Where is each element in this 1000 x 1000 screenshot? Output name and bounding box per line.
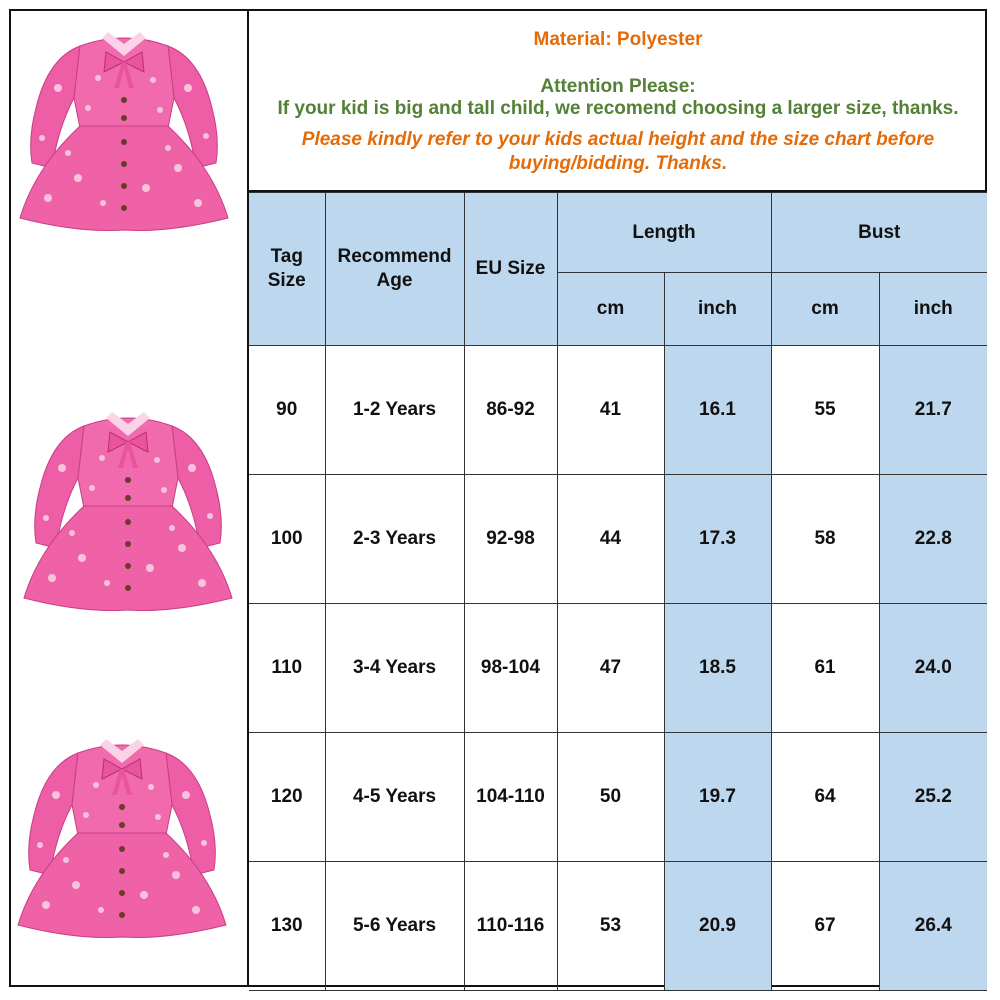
material-text: Material: Polyester bbox=[533, 29, 703, 50]
length-inch-cell: 17.3 bbox=[664, 475, 771, 604]
length-cm-cell: 47 bbox=[557, 604, 664, 733]
attention-heading: Attention Please: bbox=[540, 76, 696, 97]
bust-inch-cell: 21.7 bbox=[879, 346, 987, 475]
dress-image-3 bbox=[16, 725, 228, 940]
length-cm-cell: 44 bbox=[557, 475, 664, 604]
table-row bbox=[249, 475, 987, 604]
length-cm-cell: 53 bbox=[557, 862, 664, 991]
table-row bbox=[249, 733, 987, 862]
tag-size-cell: 100 bbox=[249, 475, 325, 604]
length-cm-header: cm bbox=[557, 273, 664, 346]
age-cell: 3-4 Years bbox=[325, 604, 464, 733]
eu-size-cell: 98-104 bbox=[464, 604, 557, 733]
tag-size-cell: 120 bbox=[249, 733, 325, 862]
eu-size-cell: 86-92 bbox=[464, 346, 557, 475]
age-cell: 4-5 Years bbox=[325, 733, 464, 862]
length-inch-cell: 20.9 bbox=[664, 862, 771, 991]
length-inch-header: inch bbox=[664, 273, 771, 346]
bust-cm-cell: 61 bbox=[771, 604, 879, 733]
length-header: Length bbox=[557, 193, 771, 273]
bust-cm-cell: 55 bbox=[771, 346, 879, 475]
tag-size-cell: 130 bbox=[249, 862, 325, 991]
length-cm-cell: 41 bbox=[557, 346, 664, 475]
bust-cm-cell: 64 bbox=[771, 733, 879, 862]
bust-inch-cell: 26.4 bbox=[879, 862, 987, 991]
size-advice-text: If your kid is big and tall child, we recomend choosing a larger size, thanks. bbox=[277, 98, 959, 119]
length-inch-cell: 18.5 bbox=[664, 604, 771, 733]
table-header-row bbox=[249, 193, 987, 273]
age-cell: 2-3 Years bbox=[325, 475, 464, 604]
bust-cm-header: cm bbox=[771, 273, 879, 346]
bust-inch-cell: 24.0 bbox=[879, 604, 987, 733]
recommend-age-header: Recommend Age bbox=[325, 193, 464, 346]
eu-size-cell: 92-98 bbox=[464, 475, 557, 604]
length-inch-cell: 19.7 bbox=[664, 733, 771, 862]
bust-header: Bust bbox=[771, 193, 987, 273]
table-row bbox=[249, 346, 987, 475]
refer-chart-note: Please kindly refer to your kids actual height and the size chart before buying/bidding. Thanks. bbox=[301, 129, 935, 174]
age-cell: 1-2 Years bbox=[325, 346, 464, 475]
tag-size-header: Tag Size bbox=[249, 193, 325, 346]
table-row bbox=[249, 604, 987, 733]
table-row bbox=[249, 862, 987, 991]
dress-image-2 bbox=[22, 398, 234, 613]
eu-size-header: EU Size bbox=[464, 193, 557, 346]
dress-image-1 bbox=[18, 18, 230, 233]
notice-header bbox=[249, 9, 987, 192]
tag-size-cell: 90 bbox=[249, 346, 325, 475]
tag-size-cell: 110 bbox=[249, 604, 325, 733]
age-cell: 5-6 Years bbox=[325, 862, 464, 991]
eu-size-cell: 110-116 bbox=[464, 862, 557, 991]
size-table bbox=[249, 192, 987, 991]
bust-inch-cell: 22.8 bbox=[879, 475, 987, 604]
length-inch-cell: 16.1 bbox=[664, 346, 771, 475]
bust-inch-cell: 25.2 bbox=[879, 733, 987, 862]
eu-size-cell: 104-110 bbox=[464, 733, 557, 862]
bust-cm-cell: 67 bbox=[771, 862, 879, 991]
length-cm-cell: 50 bbox=[557, 733, 664, 862]
bust-inch-header: inch bbox=[879, 273, 987, 346]
bust-cm-cell: 58 bbox=[771, 475, 879, 604]
